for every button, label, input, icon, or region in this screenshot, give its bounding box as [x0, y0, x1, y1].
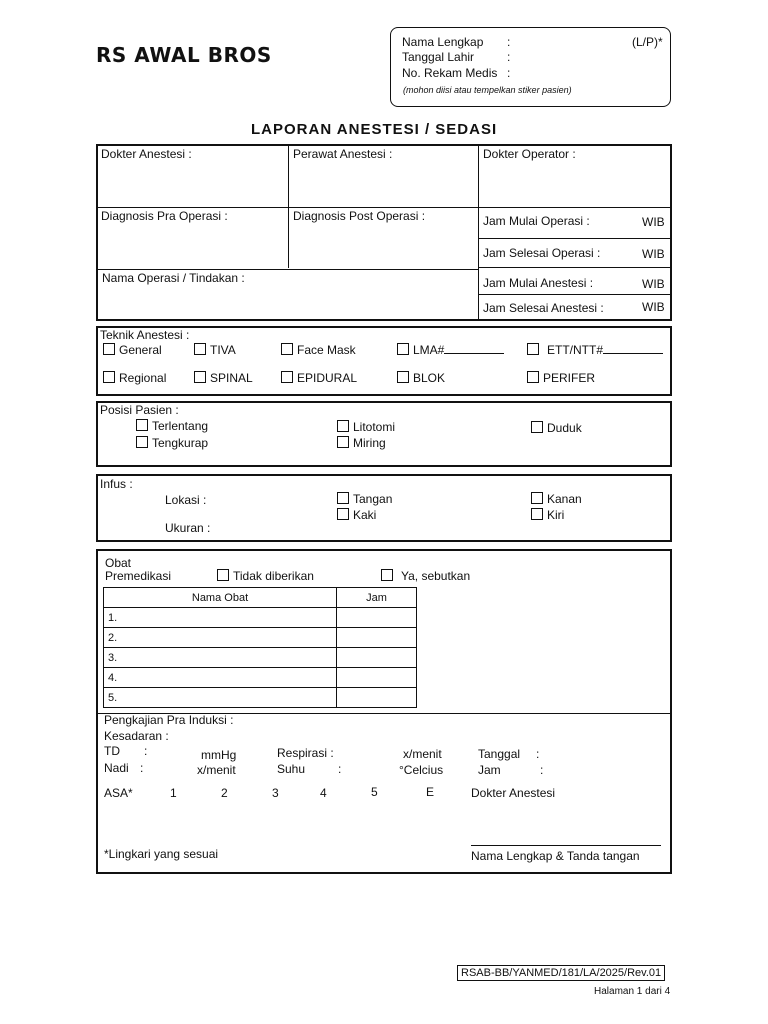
jam-label: Jam [478, 763, 501, 777]
jam-cell[interactable] [337, 688, 417, 708]
option-ett[interactable]: ETT/NTT# [527, 343, 663, 357]
jam-colon: : [540, 763, 544, 777]
table-row [104, 648, 417, 668]
suhu-unit: °Celcius [399, 763, 444, 777]
nadi-unit: x/menit [197, 763, 236, 777]
asa-option[interactable]: E [426, 785, 435, 799]
asa-option[interactable]: 5 [371, 785, 378, 799]
signature-line [471, 845, 661, 846]
checkbox[interactable] [531, 421, 543, 433]
option-ya-sebutkan[interactable]: Ya, sebutkan [381, 569, 470, 583]
option-kanan[interactable]: Kanan [531, 492, 582, 506]
patient-gender-label: (L/P)* [632, 35, 663, 49]
page-number: Halaman 1 dari 4 [594, 986, 671, 997]
checkbox[interactable] [337, 436, 349, 448]
posisi-label: Posisi Pasien : [100, 403, 179, 417]
option-perifer[interactable]: PERIFER [527, 371, 595, 385]
infus-label: Infus : [100, 477, 133, 491]
checkbox[interactable] [194, 343, 206, 355]
option-duduk[interactable]: Duduk [531, 421, 582, 435]
jam-mulai-operasi-unit: WIB [642, 215, 665, 229]
tanggal-colon: : [536, 747, 540, 761]
option-kiri[interactable]: Kiri [531, 508, 564, 522]
option-tidak-diberikan[interactable]: Tidak diberikan [217, 569, 314, 583]
jam-mulai-anestesi-unit: WIB [642, 277, 665, 291]
option-kaki[interactable]: Kaki [337, 508, 376, 522]
jam-mulai-operasi-label: Jam Mulai Operasi : [483, 214, 590, 228]
mmhg-unit: mmHg [201, 748, 237, 762]
jam-cell[interactable] [337, 668, 417, 688]
checkbox[interactable] [397, 371, 409, 383]
hospital-logo: RS AWAL BROS [96, 43, 272, 67]
checkbox[interactable] [337, 420, 349, 432]
checkbox[interactable] [337, 492, 349, 504]
jam-cell[interactable] [337, 628, 417, 648]
checkbox[interactable] [527, 371, 539, 383]
checkbox[interactable] [194, 371, 206, 383]
row-number: 3. [104, 648, 337, 668]
checkbox[interactable] [103, 371, 115, 383]
table-row [104, 608, 417, 628]
row-number: 5. [104, 688, 337, 708]
asa-option[interactable]: 1 [170, 786, 177, 800]
patient-name-label: Nama Lengkap [402, 35, 484, 49]
patient-mrn-label: No. Rekam Medis [402, 66, 498, 80]
dokter-operator-label: Dokter Operator : [483, 147, 576, 161]
col-jam: Jam [337, 588, 417, 608]
checkbox[interactable] [531, 492, 543, 504]
asa-option[interactable]: 3 [272, 786, 279, 800]
suhu-label: Suhu [277, 762, 306, 776]
patient-name-colon: : [507, 35, 511, 49]
option-general[interactable]: General [103, 343, 162, 357]
jam-mulai-anestesi-label: Jam Mulai Anestesi : [483, 276, 594, 290]
col-nama-obat: Nama Obat [104, 588, 337, 608]
footnote: *Lingkari yang sesuai [104, 847, 219, 861]
checkbox[interactable] [527, 343, 539, 355]
obat-table-header [104, 588, 417, 608]
checkbox[interactable] [531, 508, 543, 520]
ukuran-label: Ukuran : [165, 521, 211, 535]
asa-label: ASA* [104, 786, 133, 800]
posisi-section [96, 401, 672, 467]
nadi-colon: : [140, 761, 144, 775]
kesadaran-label: Kesadaran : [104, 729, 169, 743]
pengkajian-label: Pengkajian Pra Induksi : [104, 713, 234, 727]
obat-label: Obat [105, 556, 132, 570]
option-terlentang[interactable]: Terlentang [136, 419, 208, 433]
option-face-mask[interactable]: Face Mask [281, 343, 356, 357]
option-blok[interactable]: BLOK [397, 371, 445, 385]
row-number: 4. [104, 668, 337, 688]
option-litotomi[interactable]: Litotomi [337, 420, 395, 434]
teknik-label: Teknik Anestesi : [100, 328, 190, 342]
page-title: LAPORAN ANESTESI / SEDASI [251, 121, 498, 138]
row-number: 1. [104, 608, 337, 628]
table-row [104, 668, 417, 688]
checkbox[interactable] [397, 343, 409, 355]
jam-selesai-operasi-label: Jam Selesai Operasi : [483, 246, 601, 260]
suhu-colon: : [338, 762, 342, 776]
patient-sticker-note: (mohon diisi atau tempelkan stiker pasien) [403, 85, 572, 95]
checkbox[interactable] [337, 508, 349, 520]
signature-caption: Nama Lengkap & Tanda tangan [471, 849, 640, 863]
table-row [104, 628, 417, 648]
checkbox[interactable] [103, 343, 115, 355]
jam-selesai-operasi-unit: WIB [642, 247, 665, 261]
checkbox[interactable] [136, 419, 148, 431]
row-number: 2. [104, 628, 337, 648]
diagnosis-pra-label: Diagnosis Pra Operasi : [101, 209, 228, 223]
diagnosis-post-label: Diagnosis Post Operasi : [293, 209, 426, 223]
option-tengkurap[interactable]: Tengkurap [136, 436, 208, 450]
asa-option[interactable]: 4 [320, 786, 327, 800]
checkbox[interactable] [381, 569, 393, 581]
option-spinal[interactable]: SPINAL [194, 371, 253, 385]
form-code: RSAB-BB/YANMED/181/LA/2025/Rev.01 [457, 965, 665, 981]
patient-dob-label: Tanggal Lahir [402, 50, 475, 64]
jam-cell[interactable] [337, 608, 417, 628]
dokter-anestesi-label: Dokter Anestesi : [101, 147, 192, 161]
tanggal-label: Tanggal [478, 747, 521, 761]
option-lma[interactable]: LMA# [397, 343, 504, 357]
td-colon: : [144, 744, 148, 758]
option-miring[interactable]: Miring [337, 436, 386, 450]
option-epidural[interactable]: EPIDURAL [281, 371, 357, 385]
jam-cell[interactable] [337, 648, 417, 668]
table-row [104, 688, 417, 708]
nadi-label: Nadi [104, 761, 129, 775]
asa-option[interactable]: 2 [221, 786, 228, 800]
respirasi-label: Respirasi : [277, 746, 334, 760]
checkbox[interactable] [217, 569, 229, 581]
option-tiva[interactable]: TIVA [194, 343, 236, 357]
respirasi-unit: x/menit [403, 747, 442, 761]
patient-mrn-colon: : [507, 66, 511, 80]
checkbox[interactable] [281, 371, 293, 383]
option-regional[interactable]: Regional [103, 371, 166, 385]
perawat-anestesi-label: Perawat Anestesi : [293, 147, 393, 161]
checkbox[interactable] [136, 436, 148, 448]
obat-table [103, 587, 417, 708]
td-label: TD [104, 744, 120, 758]
nama-operasi-label: Nama Operasi / Tindakan : [102, 271, 245, 285]
checkbox[interactable] [281, 343, 293, 355]
jam-selesai-anestesi-unit: WIB [642, 300, 665, 314]
option-tangan[interactable]: Tangan [337, 492, 392, 506]
jam-selesai-anestesi-label: Jam Selesai Anestesi : [483, 301, 604, 315]
lokasi-label: Lokasi : [165, 493, 207, 507]
patient-dob-colon: : [507, 50, 511, 64]
premedikasi-label: Premedikasi [105, 569, 172, 583]
dokter-anestesi-sign-label: Dokter Anestesi [471, 786, 556, 800]
